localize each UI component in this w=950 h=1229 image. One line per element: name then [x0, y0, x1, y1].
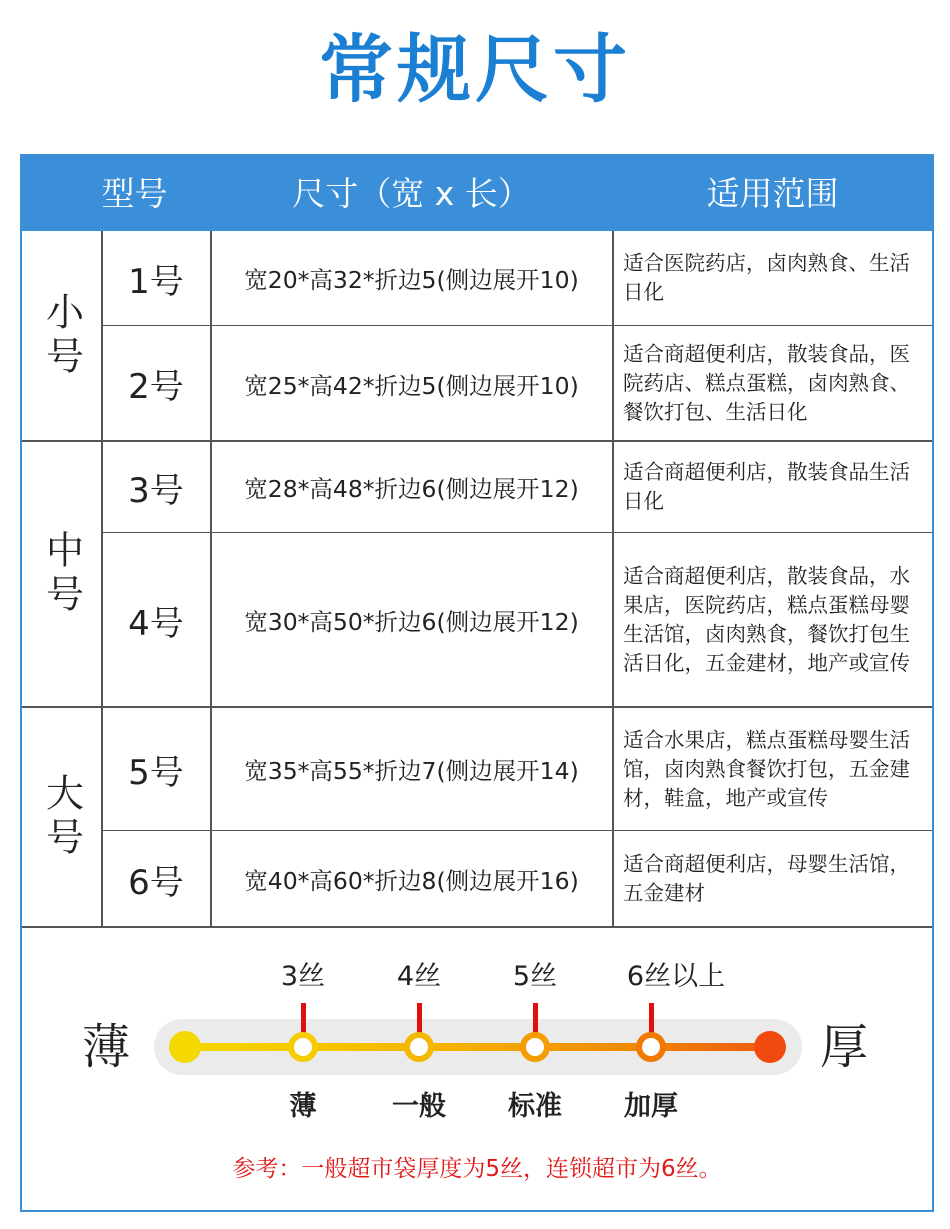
scale-top-label: 4丝	[396, 961, 442, 992]
group-label-small: 小号	[39, 291, 84, 380]
table-header	[22, 156, 932, 231]
scale-bottom-label: 加厚	[624, 1091, 678, 1122]
row-range: 适合商超便利店，母婴生活馆，五金建材	[623, 852, 910, 905]
scale-tick	[417, 1003, 422, 1033]
table-row	[102, 231, 932, 325]
row-model: 4号	[128, 603, 184, 644]
header-model: 型号	[101, 174, 168, 213]
thin-label: 薄	[82, 1019, 131, 1075]
row-range: 适合商超便利店，散装食品，医院药店、糕点蛋糕，卤肉熟食、餐饮打包、生活日化	[623, 342, 910, 424]
reference-note: 参考：一般超市袋厚度为5丝，连锁超市为6丝。	[232, 1156, 722, 1182]
column-divider	[210, 231, 212, 926]
row-size: 宽28*高48*折边6(侧边展开12)	[244, 475, 579, 503]
row-range: 适合商超便利店，散装食品生活日化	[623, 460, 910, 513]
scale-bottom-label: 标准	[508, 1091, 562, 1122]
scale-top-label: 3丝	[280, 961, 326, 992]
column-divider	[101, 231, 103, 926]
column-divider	[612, 231, 614, 926]
header-size: 尺寸（宽 x 长）	[292, 174, 531, 213]
table-bottom-divider	[22, 926, 932, 928]
table-row	[102, 708, 932, 830]
scale-bottom-label: 一般	[392, 1091, 446, 1122]
row-range: 适合医院药店，卤肉熟食、生活日化	[623, 251, 910, 304]
scale-tick	[301, 1003, 306, 1033]
row-range: 适合商超便利店，散装食品，水果店，医院药店，糕点蛋糕母婴生活馆，卤肉熟食，餐饮打包生活日化，五金建材，地产或宣传	[623, 564, 910, 675]
scale-marker-6	[636, 1032, 666, 1062]
scale-tick	[649, 1003, 654, 1033]
header-range: 适用范围	[706, 174, 839, 213]
row-size: 宽35*高55*折边7(侧边展开14)	[244, 757, 579, 785]
row-model: 5号	[128, 752, 184, 793]
scale-tick	[533, 1003, 538, 1033]
page-title: 常规尺寸	[319, 27, 631, 113]
group-label-large: 大号	[39, 773, 84, 861]
scale-end-dot	[754, 1031, 786, 1063]
row-model: 3号	[128, 470, 184, 511]
scale-top-label: 6丝以上	[626, 961, 726, 992]
scale-top-label: 5丝	[512, 961, 558, 992]
scale-start-dot	[169, 1031, 201, 1063]
row-model: 6号	[128, 862, 184, 903]
table-row	[102, 442, 932, 532]
scale-marker-3	[288, 1032, 318, 1062]
table-row	[102, 325, 932, 441]
row-size: 宽25*高42*折边5(侧边展开10)	[244, 371, 579, 400]
scale-marker-4	[404, 1032, 434, 1062]
size-table-frame	[20, 154, 934, 1212]
row-range: 适合水果店，糕点蛋糕母婴生活馆，卤肉熟食餐饮打包，五金建材，鞋盒，地产或宣传	[623, 727, 910, 810]
row-size: 宽40*高60*折边8(侧边展开16)	[244, 867, 579, 895]
row-size: 宽20*高32*折边5(侧边展开10)	[244, 266, 579, 294]
row-model: 2号	[128, 367, 184, 407]
row-size: 宽30*高50*折边6(侧边展开12)	[244, 608, 579, 636]
row-model: 1号	[128, 261, 184, 302]
thickness-bar-gradient	[184, 1043, 772, 1051]
scale-marker-5	[520, 1032, 550, 1062]
group-label-medium: 中号	[39, 530, 84, 618]
table-row	[102, 830, 932, 927]
scale-bottom-label: 薄	[289, 1091, 317, 1122]
table-row	[102, 532, 932, 707]
thick-label: 厚	[820, 1019, 869, 1075]
